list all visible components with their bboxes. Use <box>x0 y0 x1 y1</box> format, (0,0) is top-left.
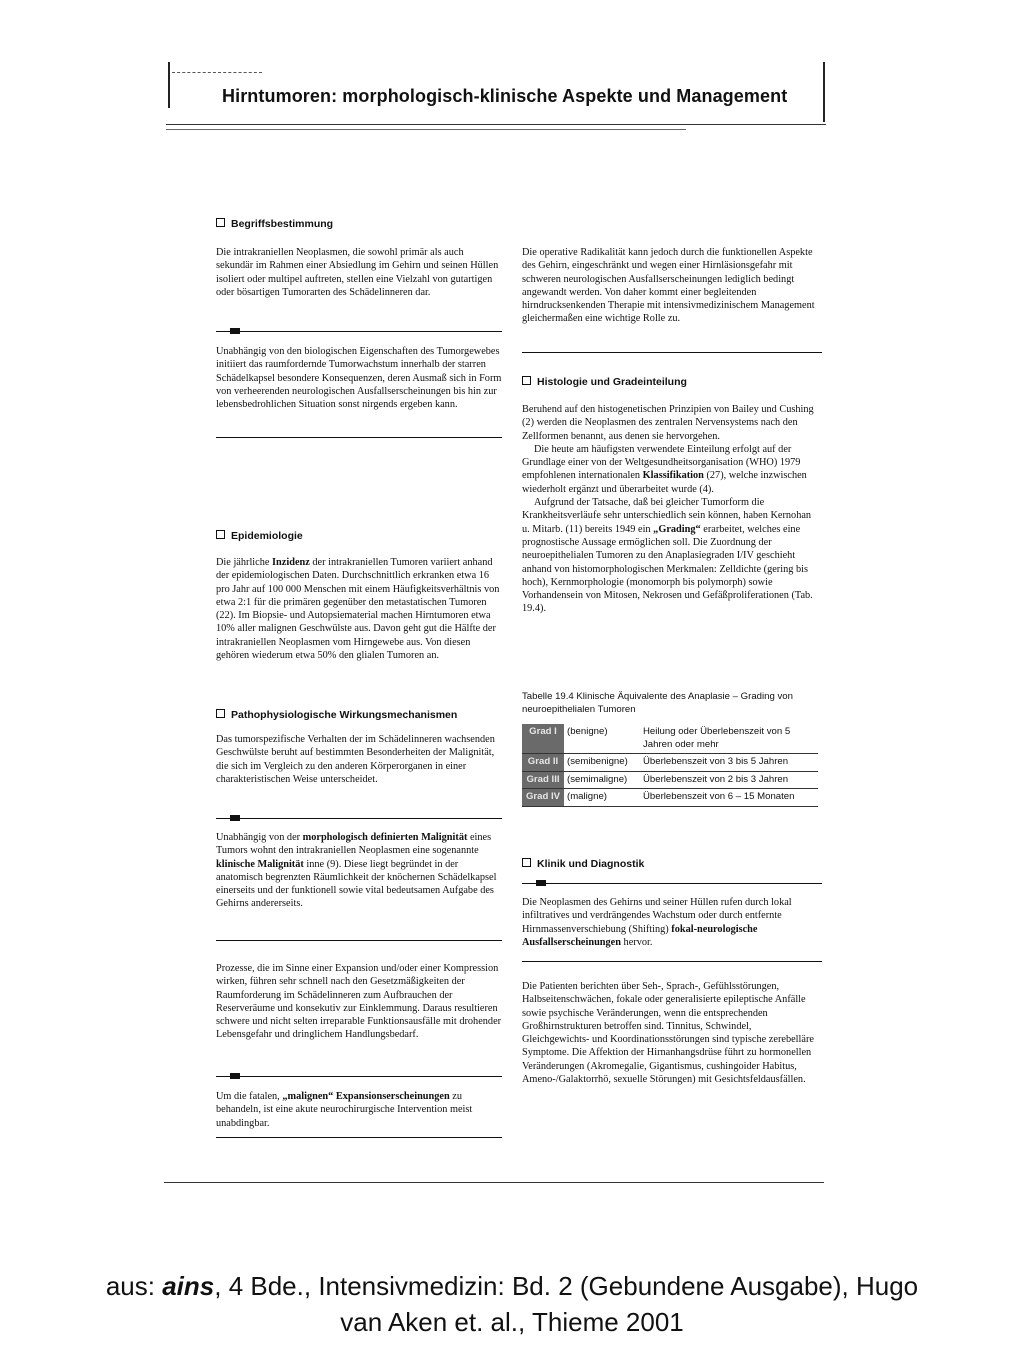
box-rule-bottom <box>216 940 502 941</box>
box-rule-top <box>216 818 502 819</box>
table-row <box>522 771 818 789</box>
section-square-icon <box>216 218 225 227</box>
section-square-icon <box>216 709 225 718</box>
grade-text: Heilung oder Überlebenszeit von 5 Jahren oder mehr <box>643 726 791 750</box>
section-square-icon <box>522 858 531 867</box>
box-text-neoplasmen: Die Neoplasmen des Gehirns und seiner Hüllen rufen durch lokal infiltratives und verdrängendes Wachstum oder durch entfernte Hirnmassenverschiebung (Shifting) fokal-neurologische Ausfallserscheinungen hervor. <box>522 897 792 948</box>
header-right-bar <box>823 62 825 122</box>
box-rule-top <box>216 1076 502 1077</box>
grade-text: Überlebenszeit von 3 bis 5 Jahren <box>643 756 789 767</box>
header-rule-secondary <box>166 129 686 130</box>
paragraph-histologie: Beruhend auf den histogenetischen Prinzipien von Bailey und Cushing (2) werden die Neoplasmen des zentralen Nervensystems nach den Zellformen benannt, aus denen sie hervorgehen. Die heute am häufigsten verwendete Einteilung erfolgt auf der Grundlage einer von der Weltgesundheitsorganisation (WHO) 1979 empfohlenen internationalen Klassifikation (27), welche inzwischen wiederholt ergänzt und überarbeitet wurde (4). Aufgrund der Tatsache, daß bei gleicher Tumorform die Krankheitsverläufe sehr unterschiedlich sein können, haben Kernohan u. Mitarb. (11) bereits 1949 ein „Grading“ erarbeitet, welches eine prognostische Aussage ermöglichen soll. Die Zuordnung der neuroepithelialen Tumoren zu den Anaplasiegraden I/IV geschieht anhand von histomorphologischen Merkmalen: Zelldichte (gering bis hoch), Kernmorphologie (monomorph bis polymorph) sowie Vorhandensein von Mitosen, Nekrosen und Gefäßproliferationen (Tab. 19.4). <box>522 404 814 615</box>
heading-klinik-diagnostik: Klinik und Diagnostik <box>522 858 644 870</box>
grade-cell: Grad IV <box>522 789 564 807</box>
grade-type: (semibenigne) <box>567 756 628 767</box>
paragraph-patienten-symptome: Die Patienten berichten über Seh-, Sprach-, Gefühlsstörungen, Halbseitenschwächen, fokale oder generalisierte epileptische Anfälle sowie psychische Veränderungen, wenn die entsprechenden Großhirnstrukturen betroffen sind. Tinnitus, Schwindel, Gleichgewichts- und Koordinationsstörungen sind typische zerebelläre Symptome. Die Affektion der Hirnanhangsdrüse führt zu hormonellen Veränderungen (Akromegalie, Gigantismus, cushingoider Habitus, Ameno-/Galaktorrhö, sexuelle Störungen) mit Gesichtsfeldausfällen. <box>522 981 814 1086</box>
table-row <box>522 724 818 754</box>
source-citation: aus: ains, 4 Bde., Intensivmedizin: Bd. 2 (Gebundene Ausgabe), Hugo van Aken et. al., Thieme 2001 <box>105 1271 919 1337</box>
paragraph-pathophysiologie: Das tumorspezifische Verhalten der im Schädelinneren wachsenden Geschwülste beruht auf bestimmten Besonderheiten der Malignität, die sich im Vergleich zu den anderen Körperorganen in einer charakteristischen Weise unterscheidet. <box>216 734 495 785</box>
heading-epidemiologie: Epidemiologie <box>216 530 303 542</box>
heading-begriffsbestimmung: Begriffsbestimmung <box>216 218 333 230</box>
header-dash-line <box>172 72 262 73</box>
box-rule-top <box>522 883 822 884</box>
box-rule-bottom <box>522 961 822 962</box>
grade-cell: Grad II <box>522 754 564 772</box>
grade-text: Überlebenszeit von 6 – 15 Monaten <box>643 791 795 802</box>
grade-type: (semimaligne) <box>567 773 628 785</box>
table-row <box>522 754 818 772</box>
section-square-icon <box>216 530 225 539</box>
paragraph-epidemiologie: Die jährliche Inzidenz der intrakraniellen Tumoren variiert anhand der epidemiologischen Daten. Durchschnittlich erkranken etwa 16 pro Jahr auf 100 000 Menschen mit einem Häufigkeitsverhältnis von etwa 2:1 für die primären gegenüber den metastatischen Tumoren (22). Im Biopsie- und Autopsiematerial machen Hirntumoren etwa 10% aller malignen Geschwülste aus. Davon geht gut die Hälfte der intrakraniellen Neoplasmen vom Hirngewebe aus. Von diesen gehören wiederum etwa 50% den glialen Tumoren an. <box>216 557 500 662</box>
table-caption: Tabelle 19.4 Klinische Äquivalente des Anaplasie – Grading von neuroepithelialen Tumoren <box>522 691 793 715</box>
section-square-icon <box>522 376 531 385</box>
box-rule-bottom <box>216 1137 502 1138</box>
grade-type: (maligne) <box>567 791 607 802</box>
box-rule-bottom <box>522 352 822 353</box>
grading-table <box>522 724 818 807</box>
box-text-prozesse: Prozesse, die im Sinne einer Expansion und/oder einer Kompression wirken, führen sehr schnell nach den Gesetzmäßigkeiten der Raumforderung im Schädelinneren zum Aufbrauchen der Reserveräume und konsekutiv zur Einklemmung. Daraus resultieren schwere und nicht selten irreparable Funktionsausfälle mit drohender Lebensgefahr und dringlichem Handlungsbedarf. <box>216 963 502 1041</box>
page-bottom-rule <box>164 1182 824 1183</box>
heading-histologie: Histologie und Gradeinteilung <box>522 376 687 388</box>
grade-type: (benigne) <box>567 726 608 737</box>
grade-text: Überlebenszeit von 2 bis 3 Jahren <box>643 773 789 785</box>
header-rule <box>166 124 826 125</box>
grade-cell: Grad III <box>522 771 564 789</box>
box-text-biologische-eigenschaften: Unabhängig von den biologischen Eigenschaften des Tumorgewebes initiiert das raumfordernde Tumorwachstum innerhalb der starren Schädelkapsel besondere Konsequenzen, deren Ausmaß sich in Form von verheerenden neurologischen Ausfallserscheinungen bis hin zur lebensbedrohlichen Situation sonst nirgends ergeben kann. <box>216 346 502 411</box>
box-text-klinische-malignitaet: Unabhängig von der morphologisch definierten Malignität eines Tumors wohnt den intrakraniellen Neoplasmen eine sogenannte klinische Malignität inne (9). Diese liegt begründet in der anatomisch begrenzten Räumlichkeit der knöchernen Schädelkapsel einerseits und der funktionell sowie vital bedeutsamen Aufgabe des Gehirns andererseits. <box>216 832 497 910</box>
table-row <box>522 789 818 807</box>
heading-pathophysiologie: Pathophysiologische Wirkungsmechanismen <box>216 709 457 721</box>
page-title: Hirntumoren: morphologisch-klinische Aspekte und Management <box>222 86 788 106</box>
box-text-fatale-expansion: Um die fatalen, „malignen“ Expansionserscheinungen zu behandeln, ist eine akute neurochirurgische Intervention meist unabdingbar. <box>216 1091 473 1129</box>
paragraph-begriffsbestimmung: Die intrakraniellen Neoplasmen, die sowohl primär als auch sekundär im Rahmen einer Absiedlung im Gehirn und seinen Hüllen isoliert oder multipel auftreten, stellen eine Vielzahl von gutartigen oder bösartigen Tumorarten des Schädelinneren dar. <box>216 247 499 298</box>
paragraph-operative-radikalitaet: Die operative Radikalität kann jedoch durch die funktionellen Aspekte des Gehirn, eingeschränkt und wegen einer Hirnläsionsgefahr mit schweren neurologischen Ausfallserscheinungen lediglich bedingt angewandt werden. Von daher kommt einer begleitenden hirndrucksenkenden Therapie mit intensivmedizinischem Management gleichermaßen eine wichtige Rolle zu. <box>522 247 815 325</box>
box-rule-bottom <box>216 437 502 438</box>
box-rule-top <box>216 331 502 332</box>
header-left-bar <box>168 62 170 108</box>
grade-cell: Grad I <box>522 724 564 754</box>
